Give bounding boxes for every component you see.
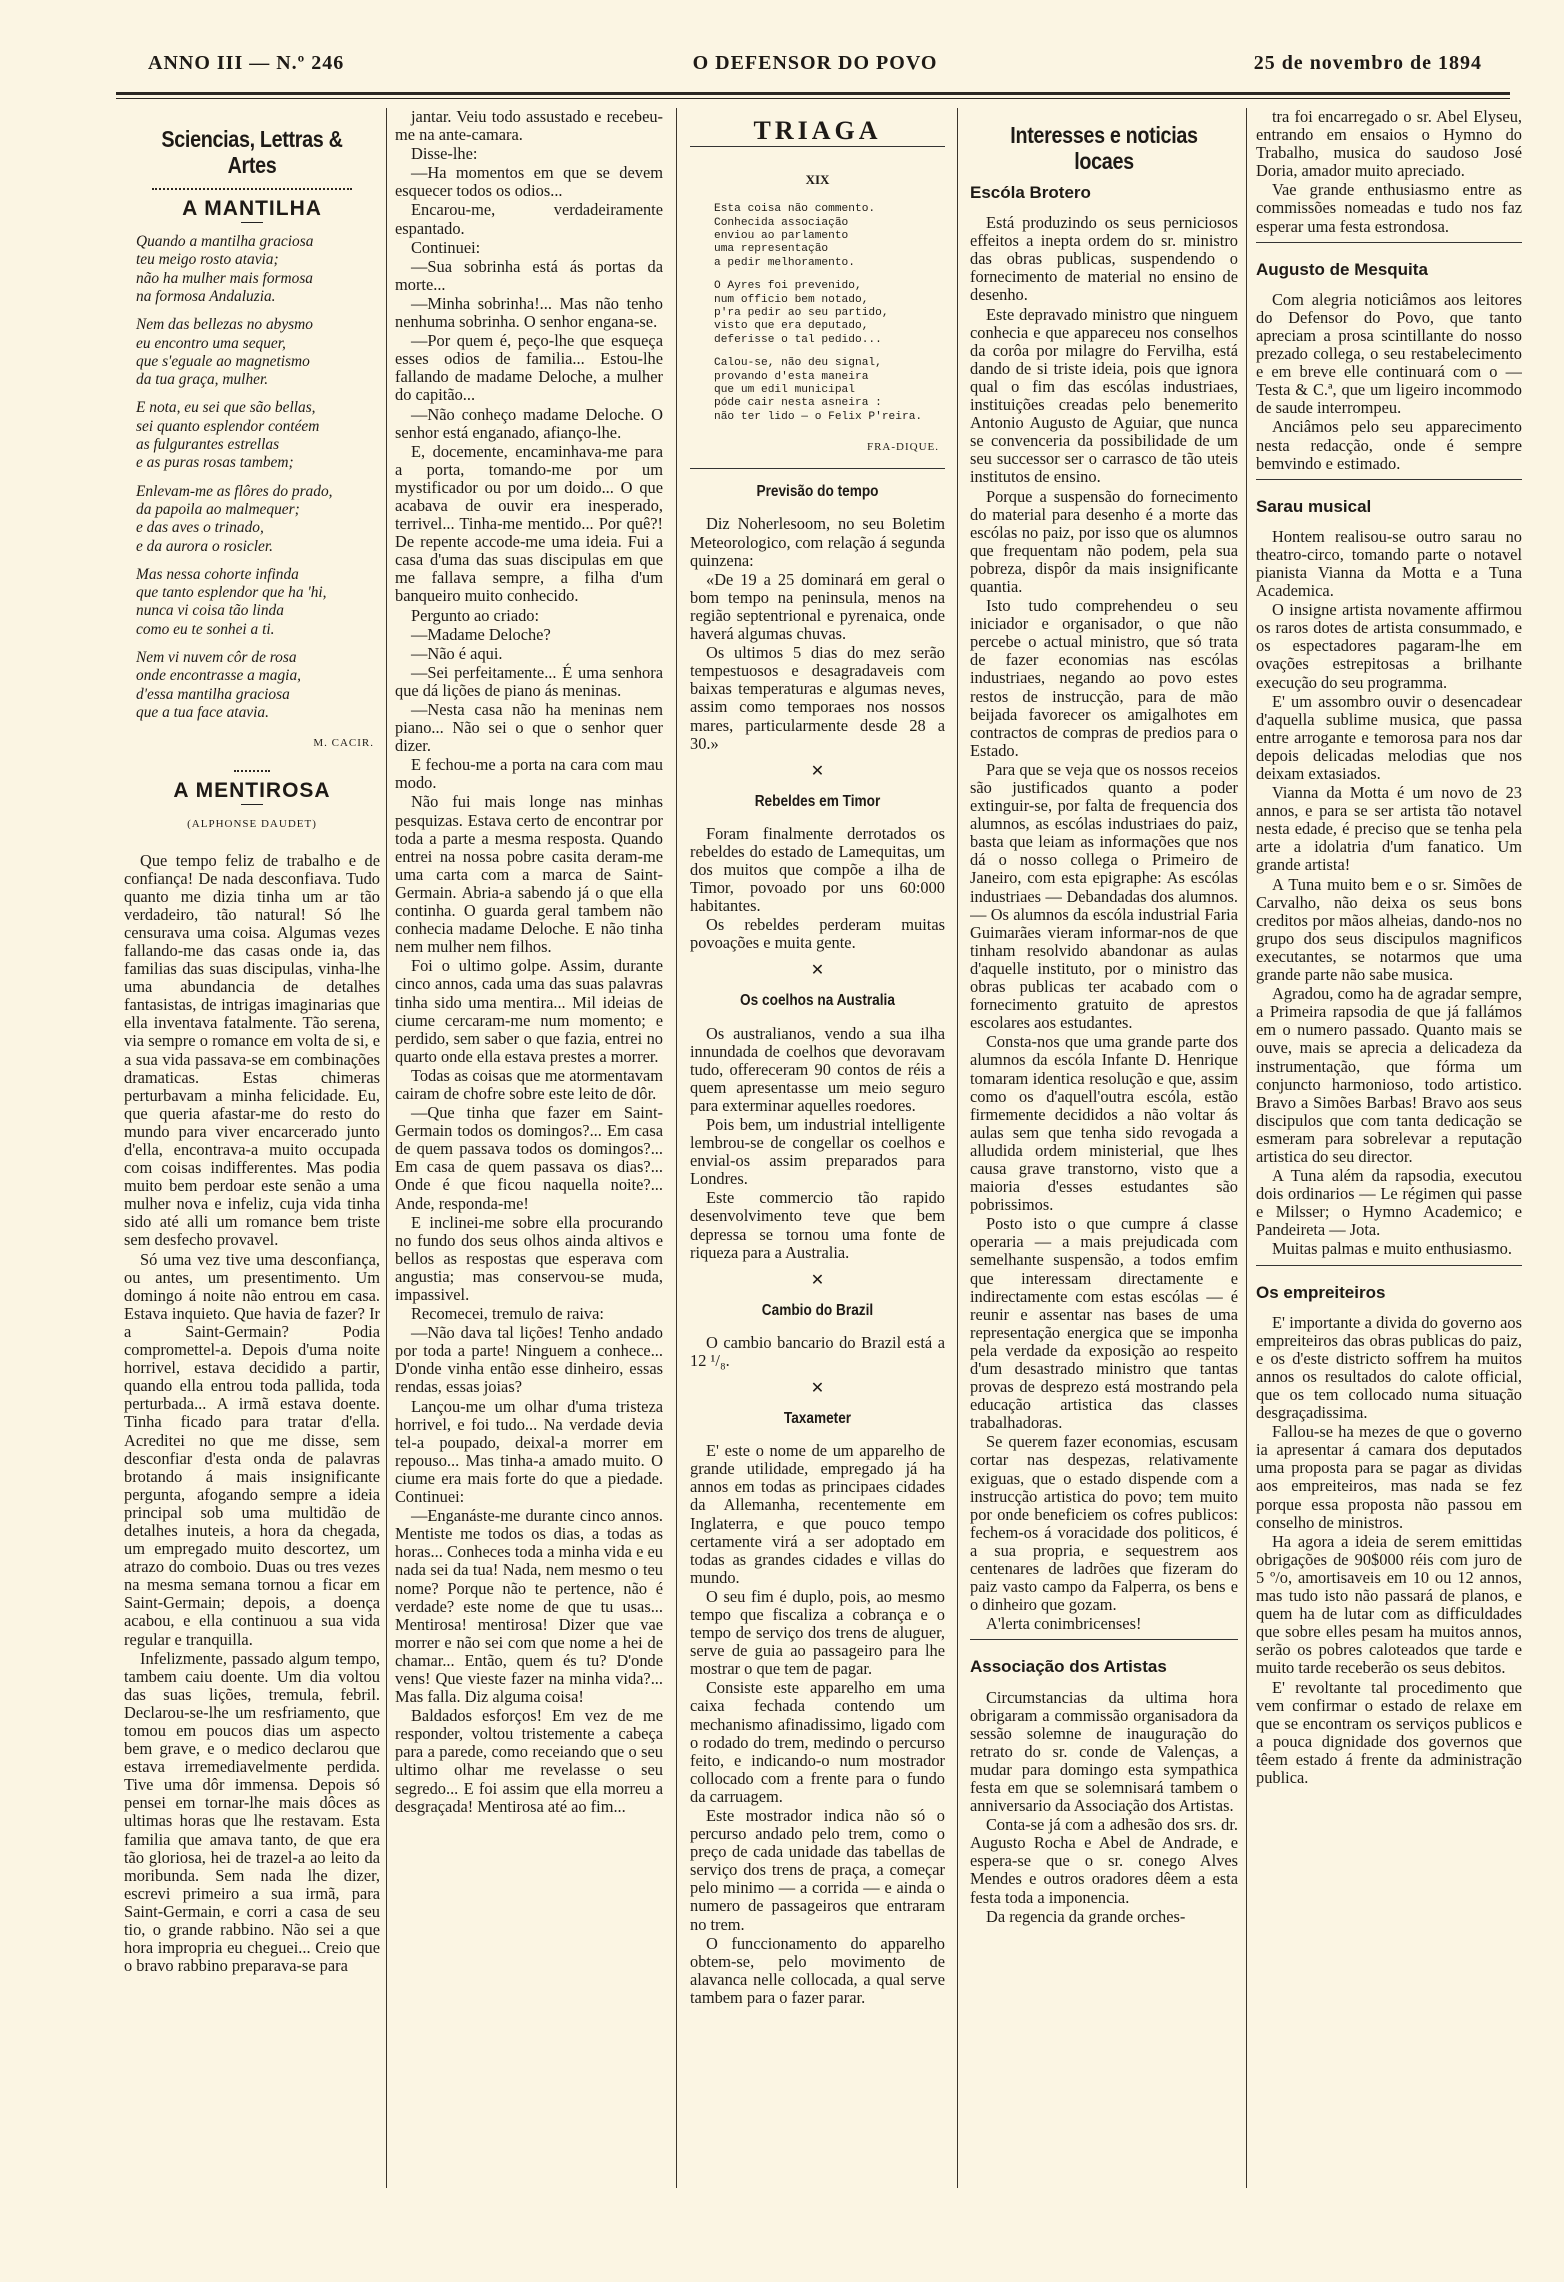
- column-divider: [1246, 108, 1247, 2188]
- article-title: Rebeldes em Timor: [754, 792, 881, 810]
- article-body: [1256, 528, 1522, 1259]
- paragraph: Este mostrador indica não só o percurso andado pelo trem, como o preço de cada unidade das tabellas de serviço dos trens de praça, a começar pelo minimo — a corrida — e ainda o numero de passageiros que entraram no trem.: [690, 1806, 945, 1934]
- verse-line: uma representação: [714, 243, 829, 256]
- paragraph: A Tuna além da rapsodia, executou dois ordinarios — Le régimen qui passe e Milsser; o Hymno Academico; e Pandeireta — Jota.: [1256, 1166, 1522, 1240]
- poem-line: que tanto esplendor que ha 'hi,: [136, 584, 327, 602]
- paragraph: E, docemente, encaminhava-me para a porta, tomando-me por um mystificador ou por um doido... O que acabava de ouvir era inesperado, terrivel... Tinha-me mentido... Por quê?! De repente accode-me uma ideia. Fui a casa d'uma das suas discipulas em que me fallava sempre, a filha d'um banqueiro muito conhecido.: [395, 441, 663, 606]
- divider: [690, 146, 945, 147]
- article-author: (ALPHONSE DAUDET): [187, 818, 317, 831]
- masthead-rule-thin: [116, 98, 1510, 99]
- section-heading: Interesses e noticias locaes: [1010, 122, 1198, 174]
- paragraph: tra foi encarregado o sr. Abel Elyseu, entrando em ensaios o Hymno do Trabalho, musica do saudoso José Doria, amador muito apreciado.: [1256, 108, 1522, 181]
- paragraph: Os rebeldes perderam muitas povoações e muita gente.: [690, 915, 945, 953]
- stanza-break: [714, 347, 945, 357]
- paragraph: O cambio bancario do Brazil está a 12 ¹/₈.: [690, 1332, 945, 1370]
- column-1: [124, 108, 380, 2193]
- poem-line: da tua graça, mulher.: [136, 371, 269, 389]
- paragraph: A Tuna muito bem e o sr. Simões de Carvalho, não deixa os seus bons creditos por mãos alheias, dando-nos no grupo dos seus discipulos magnificos executantes, se notarmos que uma grande parte não sabe musica.: [1256, 874, 1522, 985]
- paragraph: Pois bem, um industrial intelligente lembrou-se de congellar os coelhos e envial-os assim preparados para Londres.: [690, 1115, 945, 1189]
- paragraph: Fallou-se ha mezes de que o governo ia apresentar á camara dos deputados uma proposta para se pagar as dividas aos empreiteiros, mas nada se fez porque essa proposta não passou em conselho de ministros.: [1256, 1422, 1522, 1532]
- issue-number: ANNO III — N.º 246: [148, 52, 345, 74]
- paragraph: Está produzindo os seus perniciosos effeitos a inepta ordem do sr. ministro das obras publicas, suspendendo o fornecimento de material no ensino de desenho.: [970, 213, 1238, 305]
- column-2: [395, 108, 663, 2193]
- article-title: Escóla Brotero: [970, 183, 1091, 202]
- cross-ornament: ✕: [810, 1271, 825, 1289]
- article-body: [690, 825, 945, 953]
- divider: [1256, 479, 1522, 480]
- paragraph: Só uma vez tive uma desconfiança, ou antes, um presentimento. Um domingo á noite não entrou em casa. Estava inquieto. Que havia de fazer? Ir a Saint-Germain? Podia compromettel-a. Depois d'uma noite horrivel, estava decidido a partir, quando ella entrou toda pallida, toda perturbada... A irmã estava doente. Tinha ficado para tratar d'ella. Acreditei no que me disse, sem desconfiar d'esta onda de palavras brotando á mais insignificante pergunta, afogando sempre a ideia principal sob uma multidão de detalhes inuteis, a hora da chegada, um empregado muito descortez, um atrazo do comboio. Duas ou tres vezes na mesma semana tornou a ficar em Saint-Germain; depois, a doença acabou, e ella continuou a sua vida regular e tranquilla.: [124, 1249, 380, 1649]
- verse-line: que um edil municipal: [714, 384, 855, 397]
- article-body: [1256, 291, 1522, 473]
- paragraph: Diz Noherlesoom, no seu Boletim Meteorologico, com relação á segunda quinzena:: [690, 514, 945, 570]
- paragraph: Consiste este apparelho em uma caixa fechada contendo um mechanismo afinadissimo, ligado com o rodado do trem, medindo o percurso feito, e indicando-o num mostrador collocado com a frente para o fundo da carruagem.: [690, 1678, 945, 1806]
- paragraph: Circumstancias da ultima hora obrigaram a commissão organisadora da sessão solemne de inauguração do retrato do sr. conde de Valenças, a mudar para domingo esta sympathica festa em que se solemnisará tambem o anniversario da Associação dos Artistas.: [970, 1687, 1238, 1816]
- paragraph: Disse-lhe:: [411, 144, 478, 164]
- article-title: Taxameter: [783, 1410, 852, 1428]
- paragraph: Com alegria noticiâmos aos leitores do Defensor do Povo, que tanto apreciam a prosa scintillante do nosso prezado collega, o seu restabelecimento e em breve elle continuará com o — Testa & C.ª, que um ligeiro incommodo de saude interrompeu.: [1256, 289, 1522, 418]
- paragraph: Recomecei, tremulo de raiva:: [411, 1304, 604, 1324]
- article-title: Os coelhos na Australia: [740, 992, 895, 1010]
- divider: [970, 1639, 1238, 1640]
- column-divider: [386, 108, 387, 2188]
- article-body: [124, 852, 380, 1976]
- stanza-break: [136, 556, 380, 566]
- ornament-rule: [152, 182, 352, 190]
- poem-line: que s'eguale ao magnetismo: [136, 352, 310, 370]
- paragraph: Posto isto o que cumpre á classe operaria — a mais prejudicada com semelhante suspensão, a todos emfim que interessam directamente e indirectamente com estas escólas — é reunir e assentar nas bases de uma representação energica que se imponha pela verdade da exposição ao respeito d'um desastrado ministro que tantas provas de desprezo está mostrando pela educação artistica das classes trabalhadoras.: [970, 1214, 1238, 1433]
- paragraph: Este depravado ministro que ninguem conhecia e que appareceu nos conselhos da corôa por milagre do Fervilha, está dando de si triste ideia, pois que ignora qual o fim das escólas industriaes, instituições creadas pelo benemerito Antonio Augusto de Aguiar, que nunca se convenceria da possibilidade de um seu successor ser o carrasco de tão uteis institutos de ensino.: [970, 304, 1238, 487]
- article-title: Previsão do tempo: [756, 483, 879, 501]
- verse-line: póde cair nesta asneira :: [714, 397, 882, 410]
- column-divider: [957, 108, 958, 2188]
- paragraph: Que tempo feliz de trabalho e de confiança! De nada desconfiava. Tudo quanto me dizia tinha um ar tão verdadeiro, tão natural! Só lhe censurava uma coisa. Algumas vezes fallando-me das casas onde ia, das familias das suas discipulas, vinha-lhe uma abundancia de detalhes fantasistas, de intrigas imaginarias que ella inventava fatalmente. Tão serena, via sempre o romance em volta de si, e a sua vida passava-se em combinações dramaticas. Estas chimeras perturbavam a minha felicidade. Eu, que queria afastar-me do resto do mundo para viver encarcerado junto d'ella, encontrava-a muito occupada com coisas indifferentes. Mas podia muito bem perdoar este senão a uma mulher nova e infeliz, cuja vida tinha sido até alli um romance bem triste sem desfecho provavel.: [124, 850, 380, 1250]
- poem-signature: M. CACIR.: [313, 737, 374, 750]
- paragraph: Se querem fazer economias, escusam cortar nas despezas, relativamente exiguas, que o estado dispende com a instrucção artistica do povo; tem muito por onde beneficiem os cofres publicos: fechem-os á voracidade dos politicos, é a sua propria, e sequestrem aos centenares de ladrões que fizeram do paiz vasto campo da Falperra, os bens e o dinheiro que gozam.: [970, 1432, 1238, 1615]
- poem-line: Quando a mantilha graciosa: [136, 233, 314, 251]
- verse-line: Esta coisa não commento.: [714, 203, 876, 216]
- stanza-break: [136, 389, 380, 399]
- poem-line: e da aurora o rosicler.: [136, 537, 273, 555]
- article-title: Cambio do Brazil: [761, 1301, 874, 1319]
- paragraph: —Nesta casa não ha meninas nem piano... Não sei o que o senhor quer dizer.: [395, 700, 663, 756]
- verse-line: enviou ao parlamento: [714, 230, 849, 242]
- paragraph: Este commercio tão rapido desenvolvimento teve que bem depressa se tornou uma fonte de riqueza para a Australia.: [690, 1188, 945, 1262]
- paragraph: A'lerta conimbricenses!: [986, 1614, 1142, 1634]
- poem-line: como eu te sonhei a ti.: [136, 620, 275, 638]
- poem-line: Enlevam-me as flôres do prado,: [136, 482, 333, 500]
- section-heading: Sciencias, Lettras & Artes: [161, 126, 343, 178]
- paragraph: Baldados esforços! Em vez de me responder, voltou tristemente a cabeça para a parede, como receiando que o seu ultimo olhar me revelasse o seu segredo... E foi assim que ella morreu a desgraçada! Mentirosa até ao fim...: [395, 1706, 663, 1816]
- verse-number: XIX: [805, 172, 830, 188]
- paragraph: —Não conheço madame Deloche. O senhor está enganado, afianço-lhe.: [395, 404, 663, 442]
- paragraph: Para que se veja que os nossos receios são justificados quanto a poder extinguir-se, por falta de frequencia dos alumnos, as escólas industriaes do paiz, basta que leiam as informações que nos dá o nosso collega o Primeiro de Janeiro, com esta epigraphe: As escólas industriaes — Debandadas dos alumnos. — Os alumnos da escóla industrial Faria Guimarães vieram informar-nos de que tinham resolvido abandonar as aulas d'aquelle instituto, por o ministro das obras publicas ter acabado com o fornecimento gratuito de aprestos escolares aos estudantes.: [970, 759, 1238, 1033]
- article-body: [395, 108, 663, 1816]
- verse-line: O Ayres foi prevenido,: [714, 280, 862, 293]
- verse-line: p'ra pedir ao seu partido,: [714, 307, 889, 320]
- poem-line: sei quanto esplendor contéem: [136, 417, 320, 435]
- article-body: [970, 1689, 1238, 1926]
- column-4: [970, 108, 1238, 2193]
- column-3: [690, 108, 945, 2193]
- paragraph: E' importante a divida do governo aos empreiteiros das obras publicas do paiz, e os d'este districto soffrem ha muitos annos os resultados do calote official, que os tem collocado numa situação desgraçadissima.: [1256, 1312, 1522, 1423]
- paragraph: —Não é aqui.: [411, 643, 503, 663]
- article-title: Associação dos Artistas: [970, 1657, 1167, 1677]
- article-body: [1256, 108, 1522, 236]
- paragraph: Anciâmos pelo seu apparecimento nesta redacção, onde é sempre bemvindo e estimado.: [1256, 417, 1522, 473]
- cross-ornament: ✕: [810, 962, 825, 980]
- verse-line: Conhecida associação: [714, 216, 849, 229]
- paragraph: Não fui mais longe nas minhas pesquizas. Estava certo de encontrar por toda a parte a mesma resposta. Quando entrei na nossa pobre casita deram-me uma carta com a marca de Saint-Germain. Abria-a sabendo já o que ella continha. O guarda geral tambem não conhecia madame Deloche. E não tinha nem mulher nem filhos.: [395, 792, 663, 957]
- paragraph: Foram finalmente derrotados os rebeldes do estado de Lamequitas, um dos muitos que compõe a ilha de Timor, povoado por uns 60:000 habitantes.: [690, 823, 945, 916]
- paragraph: Da regencia da grande orches-: [986, 1906, 1186, 1926]
- article-title: A MENTIROSA: [173, 779, 331, 803]
- paragraph: Infelizmente, passado algum tempo, tambem caiu doente. Um dia voltou das suas lições, tremula, febril. Declarou-se-lhe um resfriamento, que tomou em poucos dias um aspecto bem grave, e o medico declarou que estava irremediavelmente perdida. Tive uma dôr immensa. Depois só pensei em tornar-lhe mais dôces as ultimas horas que lhe restavam. Esta familia que amava tanto, de que era tão gloriosa, hei de trazel-a ao leito da moribunda. Sem nada lhe dizer, escrevi primeiro a sua irmã, para Saint-Germain, e corri a casa de seu tio, o grande rabbino. Não sei a que hora impropria eu cheguei... Creio que o bravo rabbino preparava-se para: [124, 1648, 380, 1976]
- paragraph: E' um assombro ouvir o desencadear d'aquella sublime musica, que passa entre arrogante e temorosa para nos dar depois delicadas melodias que nos deixam extasiados.: [1256, 691, 1522, 783]
- poem-line: na formosa Andaluzia.: [136, 287, 276, 305]
- paragraph: —Ha momentos em que se devem esquecer todos os odios...: [395, 163, 663, 201]
- paragraph: —Que tinha que fazer em Saint-Germain todos os domingos?... Em casa de quem passava todos os domingos?... Em casa de quem passava os dias?... Onde é que ficou naquella noite?... Ande, responda-me!: [395, 1103, 663, 1213]
- poem-line: as fulgurantes estrellas: [136, 436, 280, 454]
- paragraph: jantar. Veiu todo assustado e recebeu-me na ante-camara.: [395, 108, 663, 145]
- ornament-rule: [234, 764, 270, 772]
- issue-date: 25 de novembro de 1894: [1253, 52, 1482, 74]
- poem-line: Mas nessa cohorte infinda: [136, 565, 299, 583]
- paragraph: Foi o ultimo golpe. Assim, durante cinco annos, cada uma das suas palavras tinha sido uma mentira... Mil ideias de ciume cercaram-me num momento; e perdido, sem saber o que fazia, entrei no quarto onde ella estava prestes a morrer.: [395, 956, 663, 1066]
- paragraph: —Não dava tal lições! Tenho andado por toda a parte! Ninguem a conhece... D'onde vinha então esse dinheiro, essas rendas, essas joias?: [395, 1323, 663, 1397]
- verse-line: provando d'esta maneira: [714, 370, 869, 383]
- paragraph: Pergunto ao criado:: [411, 605, 540, 625]
- poem-line: teu meigo rosto atavia;: [136, 251, 279, 269]
- stanza-break: [136, 306, 380, 316]
- verse-line: visto que era deputado,: [714, 320, 869, 333]
- paragraph: O insigne artista novamente affirmou os raros dotes de artista consummado, e os espectadores pagaram-lhe em ovações estrepitosas a brilhante execução do seu programma.: [1256, 600, 1522, 692]
- stanza-break: [136, 473, 380, 483]
- article-title: A MANTILHA: [182, 197, 322, 220]
- paragraph: Os ultimos 5 dias do mez serão tempestuosos e desagradaveis com baixas temperaturas e algumas neves, assim como temporaes nos nossos mares, particularmente desde 28 a 30.»: [690, 643, 945, 753]
- stanza-break: [714, 270, 945, 280]
- paragraph: Vae grande enthusiasmo entre as commissões nomeadas e tudo nos faz esperar uma festa estrondosa.: [1256, 180, 1522, 236]
- article-body: [690, 1442, 945, 2007]
- poem-line: E nota, eu sei que são bellas,: [136, 399, 316, 417]
- article-title: Sarau musical: [1256, 496, 1372, 516]
- article-body: [690, 515, 945, 752]
- paragraph: —Sua sobrinha está ás portas da morte...: [395, 256, 663, 294]
- paragraph: Consta-nos que uma grande parte dos alumnos da escóla Infante D. Henrique tomaram identica resolução e que, assim como os d'aquell'outra escóla, estão firmemente decididos a não voltar ás aulas sem que tenha sido revogada a alludida ordem ministerial, que lhes causa grave transtorno, visto que a maioria d'esses estudantes são pobrissimos.: [970, 1032, 1238, 1215]
- masthead: [148, 44, 1482, 84]
- poem-line: nunca vi coisa tão linda: [136, 602, 284, 620]
- verse: [714, 203, 945, 424]
- paragraph: Agradou, como ha de agradar sempre, a Primeira rapsodia de que já fallámos em o numero passado. Quanto mais se ouve, mais se aprecia a delicadeza da instrumentação, que fórma um conjuncto harmonioso, todo artistico. Bravo a Simões Barbas! Bravo aos seus discipulos que com tanta dedicação se esmeram para sobrelevar a reputação artistica do seu director.: [1256, 984, 1522, 1166]
- article-body: [970, 214, 1238, 1633]
- paragraph: E inclinei-me sobre ella procurando no fundo dos seus olhos ainda altivos e bellos as respostas que esperava com angustia; mas conservou-se muda, impassivel.: [395, 1212, 663, 1304]
- title-dash: [241, 222, 263, 223]
- poem-line: não ha mulher mais formosa: [136, 269, 313, 287]
- poem-line: que a tua face atavia.: [136, 703, 269, 721]
- verse-line: deferisse o tal pedido...: [714, 333, 882, 346]
- article-title: Os empreiteiros: [1256, 1282, 1386, 1302]
- newspaper-title: O DEFENSOR DO POVO: [692, 52, 938, 74]
- paragraph: Todas as coisas que me atormentavam cairam de chofre sobre este leito de dôr.: [395, 1065, 663, 1103]
- masthead-rule: [116, 92, 1510, 95]
- paragraph: Muitas palmas e muito enthusiasmo.: [1272, 1239, 1512, 1259]
- poem-line: Nem vi nuvem côr de rosa: [136, 649, 297, 667]
- poem-line: onde encontrasse a magia,: [136, 667, 301, 685]
- column-divider: [676, 108, 677, 2188]
- verse-line: Calou-se, não deu signal,: [714, 357, 882, 370]
- article-body: [1256, 1314, 1522, 1787]
- paragraph: Conta-se já com a adhesão dos srs. dr. Augusto Rocha e Abel de Andrade, e espera-se que o sr. conego Alves Mendes e outros oradores dêem a esta festa toda a imponencia.: [970, 1815, 1238, 1907]
- paragraph: E fechou-me a porta na cara com mau modo.: [395, 755, 663, 793]
- paragraph: —Enganáste-me durante cinco annos. Mentiste me todos os dias, a todas as horas... Conheces toda a minha vida e eu nada sei da tua! Nada, nem mesmo o teu nome? Porque não te pertence, não é verdade? este nome de que tu usas... Mentirosa! mentirosa! Dizer que vae morrer e não sei com que nome a hei de chamar... Então, quem és tu? D'onde vens! Que vieste fazer na minha vida?... Mas falla. Diz alguma coisa!: [395, 1506, 663, 1707]
- paragraph: Encarou-me, verdadeiramente espantado.: [395, 200, 663, 238]
- section-heading: TRIAGA: [753, 116, 882, 145]
- verse-line: não ter lido — o Felix P'reira.: [714, 410, 923, 423]
- paragraph: Isto tudo comprehendeu o seu iniciador e organisador, o que não percebe o actual ministro, que só trata de fazer economias nas escólas industriaes, negando ao povo estes restos de instrucção, para de mão beijada favorecer os amigalhotes em contractos de compras de predios para o Estado.: [970, 596, 1238, 760]
- divider: [1256, 242, 1522, 243]
- article-body: [690, 1334, 945, 1370]
- paragraph: —Por quem é, peço-lhe que esqueça esses odios de familia... Estou-lhe fallando de madame Deloche, a mulher do capitão...: [395, 331, 663, 405]
- column-5: [1256, 108, 1522, 2193]
- paragraph: Vianna da Motta é um novo de 23 annos, e para se ser artista tão notavel nesta edade, é preciso que se tenha pela arte a idolatria d'um fanatico. Um grande artista!: [1256, 783, 1522, 875]
- article-body: [690, 1025, 945, 1262]
- article-title: Augusto de Mesquita: [1256, 259, 1428, 279]
- divider: [690, 468, 945, 469]
- stanza-break: [136, 639, 380, 649]
- paragraph: Hontem realisou-se outro sarau no theatro-circo, tomando parte o notavel pianista Vianna da Motta e a Tuna Academica.: [1256, 526, 1522, 601]
- verse-signature: FRA-DIQUE.: [866, 441, 939, 454]
- cross-ornament: ✕: [810, 1380, 825, 1398]
- cross-ornament: ✕: [810, 762, 825, 780]
- poem-line: d'essa mantilha graciosa: [136, 685, 290, 703]
- poem-line: e as puras rosas tambem;: [136, 454, 294, 472]
- paragraph: O seu fim é duplo, pois, ao mesmo tempo que fiscaliza a cobrança e o tempo de serviço dos trens de aluguer, serve de guia ao passageiro para lhe mostrar o que tem de pagar.: [690, 1586, 945, 1679]
- poem: [136, 233, 380, 722]
- poem-line: Nem das bellezas no abysmo: [136, 316, 313, 334]
- verse-line: num officio bem notado,: [714, 293, 869, 306]
- paragraph: —Sei perfeitamente... É uma senhora que dá lições de piano ás meninas.: [395, 662, 663, 700]
- poem-line: e das aves o trinado,: [136, 519, 264, 537]
- paragraph: Os australianos, vendo a sua ilha innundada de coelhos que devoravam tudo, offereceram 90 contos de réis a quem apresentasse um meio seguro para exterminar aquelles roedores.: [690, 1023, 945, 1115]
- paragraph: Continuei:: [411, 237, 481, 257]
- paragraph: «De 19 a 25 dominará em geral o bom tempo na peninsula, menos na região septentrional e pyrenaica, onde haverá algumas chuvas.: [690, 569, 945, 644]
- poem-line: da papoila ao malmequer;: [136, 500, 300, 518]
- poem-line: eu encontro uma sequer,: [136, 334, 286, 352]
- paragraph: —Minha sobrinha!... Mas não tenho nenhuma sobrinha. O senhor engana-se.: [395, 293, 663, 332]
- title-dash: [241, 804, 263, 805]
- paragraph: Lançou-me um olhar d'uma tristeza horrivel, e foi tudo... Na verdade devia tel-a poupado, deixal-a morrer em repouso... Mas tinha-a amado muito. O ciume era mais forte do que a piedade. Continuei:: [395, 1396, 663, 1507]
- paragraph: —Madame Deloche?: [411, 624, 551, 644]
- divider: [1256, 1265, 1522, 1266]
- paragraph: O funccionamento do apparelho obtem-se, pelo movimento de alavanca nelle collocada, a qual serve tambem para o fazer parar.: [690, 1933, 945, 2007]
- paragraph: Porque a suspensão do fornecimento do material para desenho é a morte das escólas no paiz, por isso que os alumnos que frequentam não podem, pela sua pobreza, dispôr da mais insignificante quantia.: [970, 486, 1238, 596]
- verse-line: a pedir melhoramento.: [714, 256, 855, 269]
- paragraph: Ha agora a ideia de serem emittidas obrigações de 90$000 réis com juro de 5 º/o, amortisaveis em 10 ou 12 annos, mas tudo isto não passará de planos, e quem ha de lutar com as difficuldades que sobre elles pesam ha muitos annos, serão os pobres caloteados que tarde e muito tarde receberão os seus debitos.: [1256, 1531, 1522, 1678]
- paragraph: E' revoltante tal procedimento que vem confirmar o estado de relaxe em que se encontram os serviços publicos e a pouca dignidade dos governos que têem estado á frente da administração publica.: [1256, 1677, 1522, 1787]
- paragraph: E' este o nome de um apparelho de grande utilidade, empregado já ha annos em todas as principaes cidades da Allemanha, recentemente em Inglaterra, e que pouco tempo certamente virá a ser adoptado em todas as grandes cidades e villas do mundo.: [690, 1441, 945, 1587]
